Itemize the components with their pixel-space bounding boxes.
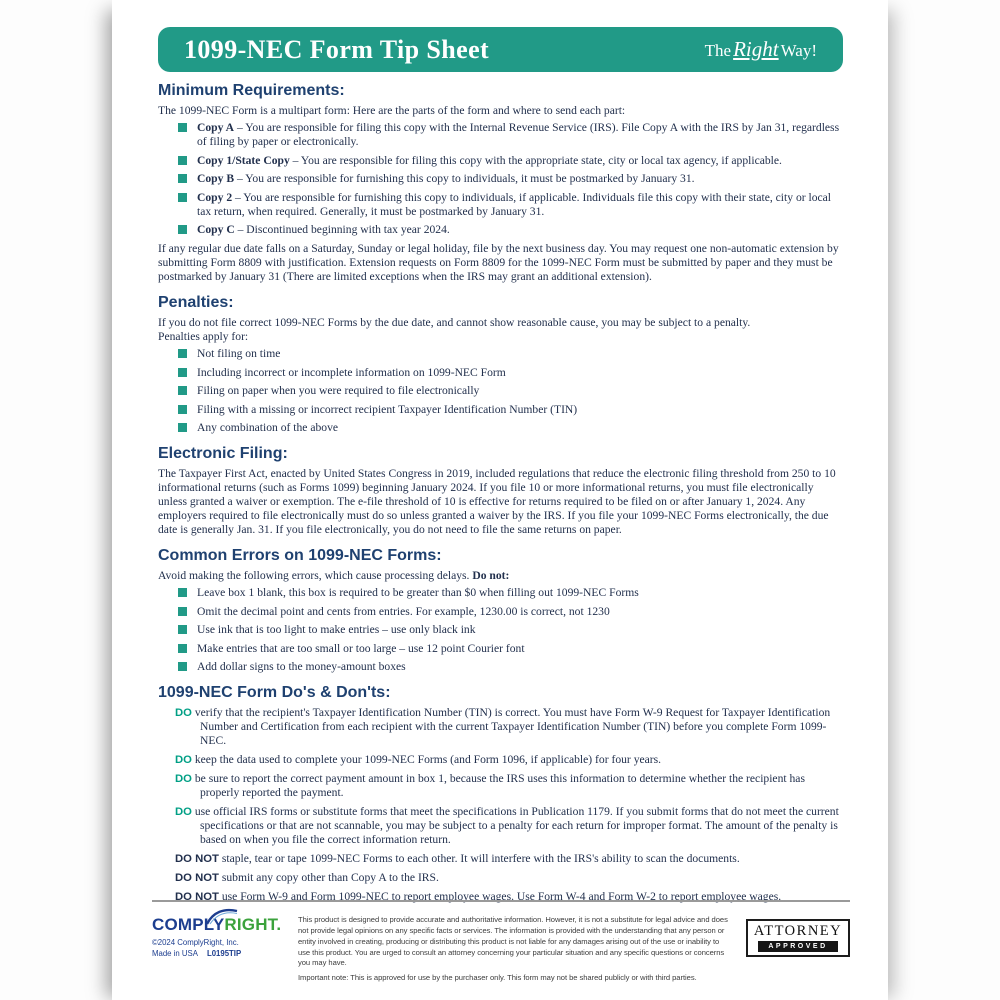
do-not-item: [175, 871, 843, 885]
page-footer: [152, 900, 850, 984]
tagline-right-script: Right: [733, 37, 779, 61]
section-heading: Common Errors on 1099-NEC Forms:: [158, 547, 442, 564]
do-not-prefix: DO NOT: [175, 853, 219, 865]
section-common-errors: [158, 547, 843, 674]
intro-text: If you do not file correct 1099-NEC Forms by the due date, and cannot show reasonable cause, you may be subject to a penalty.: [158, 316, 751, 329]
do-not-prefix: DO NOT: [175, 872, 219, 884]
list-item: [178, 605, 843, 619]
copy-label: Copy A: [197, 121, 235, 134]
section-heading: Penalties:: [158, 294, 234, 311]
do-item: [175, 805, 843, 847]
attorney-approved-stamp: [746, 919, 850, 957]
intro-text: Penalties apply for:: [158, 330, 249, 343]
page-title: 1099-NEC Form Tip Sheet: [184, 34, 490, 64]
list-item: [178, 586, 843, 600]
intro-text: The 1099-NEC Form is a multipart form: Here are the parts of the form and where to send each part:: [158, 104, 626, 117]
list-item-text: [197, 172, 695, 186]
intro-text: [158, 569, 843, 583]
intro-normal: Avoid making the following errors, which cause processing delays.: [158, 569, 473, 582]
do-prefix: DO: [175, 754, 192, 766]
list-item: [178, 191, 843, 219]
section-minimum-requirements: [158, 82, 843, 284]
tip-sheet-page: [112, 0, 888, 1000]
do-prefix: DO: [175, 773, 192, 785]
do-text: staple, tear or tape 1099-NEC Forms to each other. It will interfere with the IRS's ability to scan the documents.: [218, 852, 740, 865]
bullet-square-icon: [178, 368, 187, 377]
bullet-square-icon: [178, 225, 187, 234]
complyright-swoosh-icon: [205, 907, 239, 930]
list-item: [178, 366, 843, 380]
list-item: [178, 384, 843, 398]
copy-label: Copy C: [197, 223, 235, 236]
stamp-attorney-text: ATTORNEY: [753, 923, 843, 940]
section-heading: 1099-NEC Form Do's & Don'ts:: [158, 684, 391, 701]
logo-made-sku: [152, 949, 284, 960]
list-item: [178, 623, 843, 637]
footer-row: [152, 915, 850, 984]
bullet-square-icon: [178, 607, 187, 616]
tagline: [705, 37, 817, 62]
logo-sku: L0195TIP: [206, 949, 242, 959]
list-item-rest: – You are responsible for furnishing this copy to individuals, if applicable. Individuals file this copy with their state, city or local tax return, when required. Generally, it must be postmarked by January 31.: [197, 190, 832, 218]
bullet-square-icon: [178, 174, 187, 183]
list-item-rest: – You are responsible for filing this copy with the Internal Revenue Service (IRS). File Copy A with the IRS by Jan 31, regardless of filing by paper or electronically.: [197, 121, 840, 148]
list-item-text: Use ink that is too light to make entries – use only black ink: [197, 623, 476, 636]
list-item-text: Omit the decimal point and cents from entries. For example, 1230.00 is correct, not 1230: [197, 604, 610, 618]
footer-disclaimer: [298, 915, 732, 984]
do-not-prefix: DO NOT: [175, 891, 219, 903]
logo-sub-lines: [152, 938, 284, 960]
list-item-text: Filing on paper when you were required to file electronically: [197, 384, 480, 397]
bullet-square-icon: [178, 662, 187, 671]
list-item-text: [197, 154, 782, 168]
list-item-rest: – You are responsible for furnishing this copy to individuals, it must be postmarked by January 31.: [234, 172, 695, 185]
do-prefix: DO: [175, 707, 192, 719]
list-item-rest: – You are responsible for filing this copy with the appropriate state, city or local tax agency, if applicable.: [289, 153, 782, 167]
section-heading: Electronic Filing:: [158, 445, 288, 462]
do-text: keep the data used to complete your 1099-NEC Forms (and Form 1096, if applicable) for four years.: [191, 753, 662, 766]
bullet-square-icon: [178, 193, 187, 202]
list-item-rest: – Discontinued beginning with tax year 2024.: [234, 223, 450, 236]
list-item-text: Filing with a missing or incorrect recipient Taxpayer Identification Number (TIN): [197, 402, 578, 416]
body-text: The Taxpayer First Act, enacted by United States Congress in 2019, included regulations that reduce the electronic filing threshold from 250 to 10 informational returns (such as Forms 1099) beginning January 2024. If you file 10 or more informational returns, you must file electronically unless granted a waiver or exemption. The e-file threshold of 10 is effective for returns required to be filed on or after January 1, 2024. Any employers required to file electronically must do so unless granted a waiver by the IRS. If you file your 1099-NEC Forms electronically, the due date is generally Jan. 31. If you file electronically, you do not need to file the same returns on paper.: [158, 467, 836, 536]
bullet-square-icon: [178, 386, 187, 395]
list-item: [178, 421, 843, 435]
list-item: [178, 642, 843, 656]
list-item-text: Any combination of the above: [197, 421, 339, 434]
list-item-text: [197, 191, 843, 219]
bullet-square-icon: [178, 644, 187, 653]
list-item: [178, 223, 843, 237]
section-penalties: [158, 294, 843, 435]
do-prefix: DO: [175, 806, 192, 818]
list-item: [178, 154, 843, 168]
copy-label: Copy 2: [197, 190, 233, 204]
section-dos-donts: [158, 684, 843, 904]
disclaimer-text: This product is designed to provide accurate and authoritative information. However, it is not a substitute for legal advice and does not provide legal opinions on any specific facts or services. The information is provided with the understanding that any person or entity involved in creating, producing or distributing this product is not liable for any damages arising out of the use or inability to use this product. You are urged to consult an attorney concerning your particular situation and any specific questions or concerns you may have.: [298, 915, 728, 968]
do-text: be sure to report the correct payment amount in box 1, because the IRS uses this information to determine whether the recipient has properly reported the payment.: [191, 772, 805, 799]
section-electronic-filing: [158, 445, 843, 537]
footer-important-note: Important note: This is approved for use by the purchaser only. This form may not be shared publicly or with third parties.: [298, 973, 697, 983]
bullet-square-icon: [178, 625, 187, 634]
tagline-the: The: [704, 41, 732, 60]
copy-label: Copy B: [197, 172, 235, 185]
bullet-square-icon: [178, 423, 187, 432]
do-text: use official IRS forms or substitute forms that meet the specifications in Publication 1179. If you submit forms that do not meet the current specifications or that are not scannable, you may be subject to a penalty for each return for improper format. The amount of the penalty is based on when you file the correct information return.: [191, 805, 839, 846]
list-item-text: Including incorrect or incomplete information on 1099-NEC Form: [197, 365, 506, 379]
bullet-square-icon: [178, 405, 187, 414]
list-item: [178, 172, 843, 186]
bullet-list: [158, 586, 843, 674]
list-item-text: [197, 121, 843, 149]
logo-comply: COMPLY: [152, 915, 225, 935]
bullet-list: [158, 121, 843, 237]
section-heading: Minimum Requirements:: [158, 82, 345, 99]
list-item-text: Add dollar signs to the money-amount boxes: [197, 660, 406, 673]
copy-label: Copy 1/State Copy: [197, 153, 290, 167]
list-item-text: Leave box 1 blank, this box is required to be greater than $0 when filling out 1099-NEC Forms: [197, 586, 639, 599]
bullet-square-icon: [178, 349, 187, 358]
bullet-square-icon: [178, 123, 187, 132]
list-item: [178, 403, 843, 417]
tagline-way: Way!: [780, 41, 817, 60]
bullet-square-icon: [178, 156, 187, 165]
do-text: use Form W-9 and Form 1099-NEC to report employee wages. Use Form W-4 and Form W-2 to report employee wages.: [218, 890, 782, 903]
complyright-logo-text: [152, 915, 284, 935]
list-item-text: Make entries that are too small or too large – use 12 point Courier font: [197, 641, 525, 655]
do-item: [175, 753, 843, 767]
logo-made-in-usa: Made in USA: [152, 949, 198, 959]
logo-copyright: ©2024 ComplyRight, Inc.: [152, 938, 239, 948]
outro-text: If any regular due date falls on a Saturday, Sunday or legal holiday, file by the next business day. You may request one non-automatic extension by submitting Form 8809 with justification. Extension requests on Form 8809 for the 1099-NEC Form must be submitted by paper and they must be postmarked by January 31 (There are limited exceptions when the IRS may grant an additional extension).: [158, 242, 839, 283]
bullet-list: [158, 347, 843, 435]
do-item: [175, 706, 843, 748]
do-item: [175, 772, 843, 800]
do-not-item: [175, 852, 843, 866]
logo-right: RIGHT.: [224, 915, 282, 935]
page-content: [112, 0, 888, 904]
do-text: verify that the recipient's Taxpayer Identification Number (TIN) is correct. You must have Form W-9 Request for Taxpayer Identification Number and Certification from each recipient with the current Taxpayer Identification Number (TIN) before you complete Form 1099-NEC.: [191, 706, 831, 747]
list-item: [178, 660, 843, 674]
do-text: submit any copy other than Copy A to the IRS.: [218, 871, 439, 884]
list-item: [178, 347, 843, 361]
footer-divider: [152, 900, 850, 902]
bullet-square-icon: [178, 588, 187, 597]
complyright-logo: [152, 915, 284, 960]
list-item-text: [197, 223, 450, 237]
stamp-approved-bar: APPROVED: [758, 941, 838, 952]
header-bar: [158, 27, 843, 72]
list-item-text: Not filing on time: [197, 347, 281, 360]
list-item: [178, 121, 843, 149]
intro-bold: Do not:: [472, 569, 510, 582]
